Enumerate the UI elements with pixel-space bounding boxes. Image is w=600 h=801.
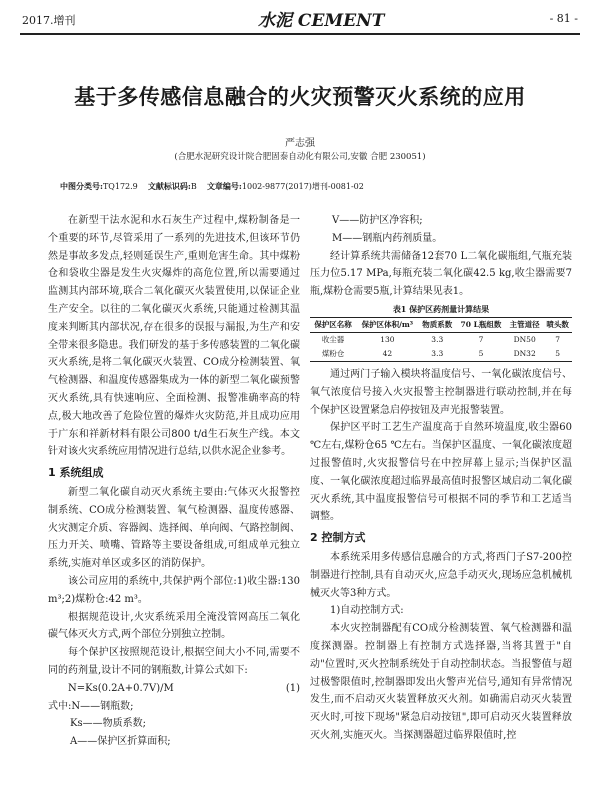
section-2-paragraph: 本系统采用多传感信息融合的方式,将西门子S7-200控制器进行控制,具有自动灭火,应急手动灭火,现场应急机械机械灭火等3种方式。	[310, 551, 572, 599]
table-cell: 5	[456, 347, 506, 362]
table-header-cell: 主管道径	[506, 317, 543, 332]
article-meta	[60, 181, 364, 192]
page-number: - 81 -	[549, 12, 578, 25]
header-divider	[20, 33, 580, 35]
article-author: 严志强	[285, 138, 315, 149]
left-column	[48, 212, 300, 751]
table-header-cell: 70 L瓶组数	[456, 317, 506, 332]
section-2-subheading: 1)自动控制方式:	[330, 605, 404, 617]
calculation-paragraph: 经计算系统共需储备12套70 L二氧化碳瓶组,气瓶充装压力位5.17 MPa,每瓶充装二氧化碳42.5 kg,收尘器需要7瓶,煤粉仓需要5瓶,计算结果见表1。	[310, 250, 572, 298]
formula-expression: N=Ks(0.2A+0.7V)/M	[68, 682, 174, 694]
right-column	[310, 212, 572, 745]
section-1-paragraph: 该公司应用的系统中,共保护两个部位:1)收尘器:130 m³;2)煤粉仓:42 m³。	[48, 575, 300, 605]
section-2-heading: 2 控制方式	[310, 531, 366, 545]
table-cell: 3.3	[431, 334, 444, 344]
definition-item: 式中:N——钢瓶数;	[48, 700, 134, 712]
journal-issue: 2017.增刊	[22, 14, 76, 27]
definition-item: Ks——物质系数;	[70, 718, 146, 730]
intro-paragraph: 在新型干法水泥和水石灰生产过程中,煤粉制备是一个重要的环节,尽管采用了一系列的先进技术,但该环节仍然是事故多发点,轻则延误生产,重则危害生命。其中煤粉仓和袋收尘器是发生火灾爆炸的高危位置,所以需要通过监测其内部环境,联合二氧化碳灭火装置使用,以保证企业生产安全。以往的二氧化碳灭火系统,只能通过检测其温度来判断其内部状况,存在很多的误报与漏报,为生产和安全带来很多隐患。我们研发的基于多传感装置的二氧化碳灭火系统,是将二氧化碳灭火装置、CO成分检测装置、氧气检测器、和温度传感器集成为一体的新型二氧化碳预警灭火系统,具有快速响应、全面检测、报警准确率高的特点,极大地改善了危险位置的爆炸火灾防范,并且成功应用于广东和祥新材料有限公司800 t/d生石灰生产线。本文针对该火灾系统应用情况进行总结,以供水泥企业参考。	[48, 215, 300, 458]
table-cell: 7	[555, 334, 561, 344]
variable-definitions	[48, 698, 300, 751]
table-cell: 42	[356, 347, 418, 362]
article-id-value: 1002-9877(2017)增刊-0081-02	[241, 182, 364, 191]
table-header-row	[310, 317, 572, 332]
formula-number: (1)	[285, 682, 300, 694]
journal-logo: 水泥 CEMENT	[258, 11, 385, 31]
section-2-paragraph: 本火灾控制器配有CO成分检测装置、氧气检测器和温度探测器。控制器上有控制方式选择器,当将其置于"自动"位置时,灭火控制系统处于自动控制状态。当报警值与超过极警限值时,控制器即发出火警声光信号,通知有异常情况发生,而不启动灭火装置释放灭火剂。如确需启动灭火装置灭火时,可按下现场"紧急启动按钮",即可启动灭火装置释放灭火剂,实施灭火。当探测器超过临界限值时,控	[310, 623, 572, 741]
table-cell: DN32	[506, 347, 543, 362]
linkage-paragraph: 通过两门子输入模块将温度信号、一氧化碳浓度信号、氧气浓度信号接入火灾报警主控制器进行联动控制,并在每个保护区设置紧急启停按钮及声光报警装置。	[310, 368, 572, 416]
section-1-paragraph: 新型二氧化碳自动灭火系统主要由:气体灭火报警控制系统、CO成分检测装置、氧气检测器、温度传感器、火灾测定介质、容器阀、选择阀、单向阀、气路控制阀、压力开关、喷嘴、管路等主要设备组成,可组成单元独立系统,实施对单区或多区的消防保护。	[48, 486, 300, 570]
table-header-cell: 保护区体积/m³	[356, 317, 418, 332]
doc-code-value: B	[190, 182, 197, 191]
table-header-cell: 保护区名称	[310, 317, 356, 332]
definition-item: V——防护区净容积;	[332, 215, 423, 226]
alarm-paragraph: 保护区平时工艺生产温度高于自然环境温度,收尘器60 ℃左右,煤粉仓65 ℃左右。当保护区温度、一氧化碳浓度超过报警值时,火灾报警信号在中控屏幕上显示;当保护区温度、一氧化碳浓度超过临界最高值时报警区域启动二氧化碳灭火系统,其中温度报警信号可根据不同的季节和工艺适当调整。	[310, 422, 572, 523]
article-affiliation: (合肥水泥研究设计院合肥固泰自动化有限公司,安徽 合肥 230051)	[174, 152, 426, 162]
article-title: 基于多传感信息融合的火灾预警灭火系统的应用	[74, 85, 526, 109]
definition-item: M——钢瓶内药剂质量。	[332, 232, 443, 244]
table-cell: 煤粉仓	[310, 347, 356, 362]
doc-code-label: 文献标识码:	[147, 181, 191, 191]
table-cell: 3.3	[419, 347, 456, 362]
clc-value: TQ172.9	[102, 182, 138, 191]
table-caption: 表1 保护区药剂量计算结果	[392, 303, 490, 314]
formula-1	[48, 680, 300, 698]
table-row	[310, 347, 572, 362]
clc-label: 中图分类号:	[60, 181, 103, 191]
table-cell: 130	[380, 334, 395, 344]
section-1-paragraph: 每个保护区按照规范设计,根据空间大小不同,需要不同的药剂量,设计不同的钢瓶数,计算公式如下:	[48, 647, 300, 676]
definition-item: A——保护区折算面积;	[70, 736, 171, 748]
section-1-heading: 1 系统组成	[48, 466, 104, 480]
table-cell: 7	[478, 334, 484, 344]
dosage-table	[310, 317, 572, 362]
table-header-cell: 喷头数	[543, 317, 572, 332]
table-header-cell: 物质系数	[419, 317, 456, 332]
table-cell: 5	[543, 347, 572, 362]
table-cell: DN50	[513, 334, 536, 344]
table-cell: 收尘器	[321, 334, 345, 344]
table-row	[310, 332, 572, 347]
article-id-label: 文章编号:	[206, 181, 242, 191]
variable-definitions	[310, 212, 572, 248]
section-1-paragraph: 根据规范设计,火灾系统采用全淹没管网高压二氧化碳气体灭火方式,两个部位分别独立控制。	[48, 611, 300, 641]
